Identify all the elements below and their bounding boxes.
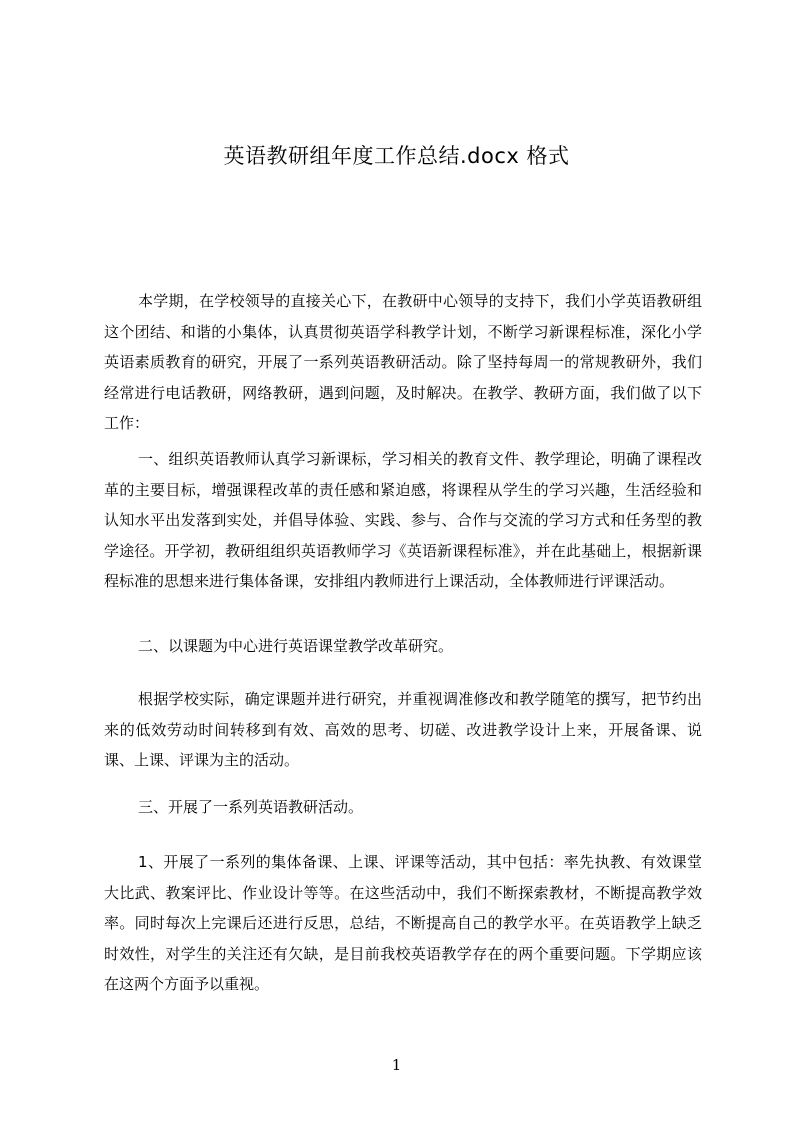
document-title: 英语教研组年度工作总结.docx 格式 xyxy=(223,144,570,168)
paragraph-intro: 本学期，在学校领导的直接关心下，在教研中心领导的支持下，我们小学英语教研组这个团结、和谐的小集体，认真贯彻英语学科教学计划，不断学习新课程标准，深化小学英语素质教育的研究，开展了一系列英语教研活动。除了坚持每周一的常规教研外，我们经常进行电话教研，网络教研，遇到问题，及时解决。在教学、教研方面，我们做了以下工作： xyxy=(104,292,702,432)
paragraph-section-two: 根据学校实际，确定课题并进行研究，并重视调准修改和教学随笔的撰写，把节约出来的低效劳动时间转移到有效、高效的思考、切磋、改进教学设计上来，开展备课、说课、上课、评课为主的活动。 xyxy=(104,690,702,769)
section-heading-two: 二、以课题为中心进行英语课堂教学改革研究。 xyxy=(138,637,454,655)
section-heading-three: 三、开展了一系列英语教研活动。 xyxy=(138,798,364,816)
paragraph-section-three-item-one: 1、开展了一系列的集体备课、上课、评课等活动，其中包括：率先执教、有效课堂大比武、教案评比、作业设计等等。在这些活动中，我们不断探索教材，不断提高教学效率。同时每次上完课后还进行反思，总结，不断提高自己的教学水平。在英语教学上缺乏时效性，对学生的关注还有欠缺，是目前我校英语教学存在的两个重要问题。下学期应该在这两个方面予以重视。 xyxy=(104,853,702,993)
page-number: 1 xyxy=(391,1056,402,1074)
paragraph-section-one: 一、组织英语教师认真学习新课标，学习相关的教育文件、教学理论，明确了课程改革的主要目标，增强课程改革的责任感和紧迫感，将课程从学生的学习兴趣，生活经验和认知水平出发落到实处，并倡导体验、实践、参与、合作与交流的学习方式和任务型的教学途径。开学初，教研组组织英语教师学习《英语新课程标准》，并在此基础上，根据新课程标准的思想来进行集体备课，安排组内教师进行上课活动，全体教师进行评课活动。 xyxy=(104,450,702,590)
